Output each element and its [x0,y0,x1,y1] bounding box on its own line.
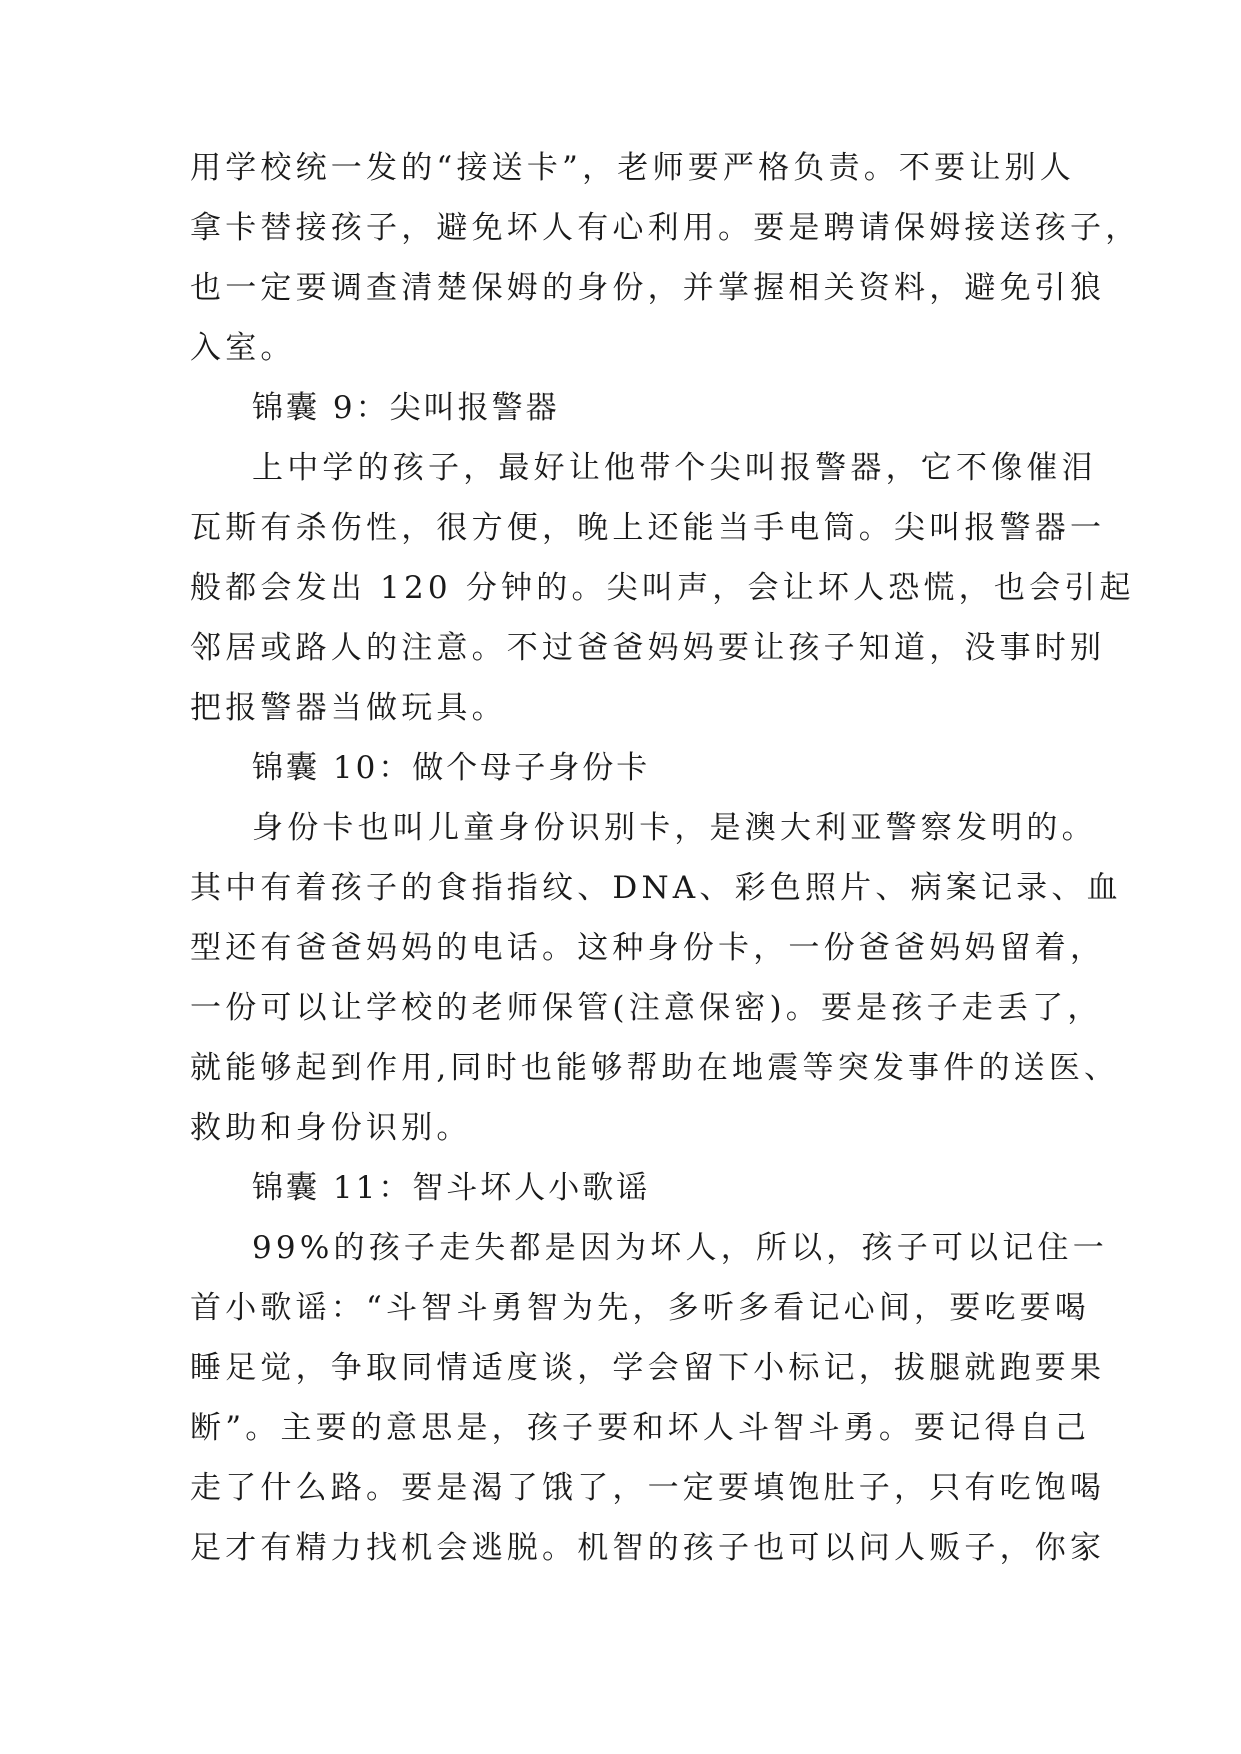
text-line: 其中有着孩子的食指指纹、DNA、彩色照片、病案记录、血 [190,870,1122,906]
text-line: 拿卡替接孩子，避免坏人有心利用。要是聘请保姆接送孩子， [190,210,1141,246]
text-line: 型还有爸爸妈妈的电话。这种身份卡，一份爸爸妈妈留着， [190,930,1106,966]
text-line: 般都会发出 120 分钟的。尖叫声，会让坏人恐慌，也会引起 [190,570,1135,606]
text-line: 身份卡也叫儿童身份识别卡，是澳大利亚警察发明的。 [252,810,1097,846]
text-line: 断”。主要的意思是，孩子要和坏人斗智斗勇。要记得自己 [190,1410,1091,1446]
text-line: 上中学的孩子，最好让他带个尖叫报警器，它不像催泪 [252,450,1097,486]
text-line: 睡足觉，争取同情适度谈，学会留下小标记，拔腿就跑要果 [190,1350,1106,1386]
text-line: 用学校统一发的“接送卡”，老师要严格负责。不要让别人 [190,150,1075,186]
text-line: 救助和身份识别。 [190,1110,472,1146]
text-line: 邻居或路人的注意。不过爸爸妈妈要让孩子知道，没事时别 [190,630,1106,666]
text-line: 就能够起到作用,同时也能够帮助在地震等突发事件的送医、 [190,1050,1120,1086]
text-line: 入室。 [190,330,296,366]
section-heading: 锦囊 9：尖叫报警器 [252,390,560,426]
text-line: 首小歌谣：“斗智斗勇智为先，多听多看记心间，要吃要喝 [190,1290,1091,1326]
text-line: 99%的孩子走失都是因为坏人，所以，孩子可以记住一 [252,1230,1108,1266]
text-line: 把报警器当做玩具。 [190,690,507,726]
text-line: 走了什么路。要是渴了饿了，一定要填饱肚子，只有吃饱喝 [190,1470,1106,1506]
text-line: 瓦斯有杀伤性，很方便，晚上还能当手电筒。尖叫报警器一 [190,510,1106,546]
section-heading: 锦囊 10：做个母子身份卡 [252,750,651,786]
text-line: 足才有精力找机会逃脱。机智的孩子也可以问人贩子，你家 [190,1530,1106,1566]
text-line: 一份可以让学校的老师保管(注意保密)。要是孩子走丢了， [190,990,1103,1026]
text-line: 也一定要调查清楚保姆的身份，并掌握相关资料，避免引狼 [190,270,1106,306]
section-heading: 锦囊 11：智斗坏人小歌谣 [252,1170,651,1206]
